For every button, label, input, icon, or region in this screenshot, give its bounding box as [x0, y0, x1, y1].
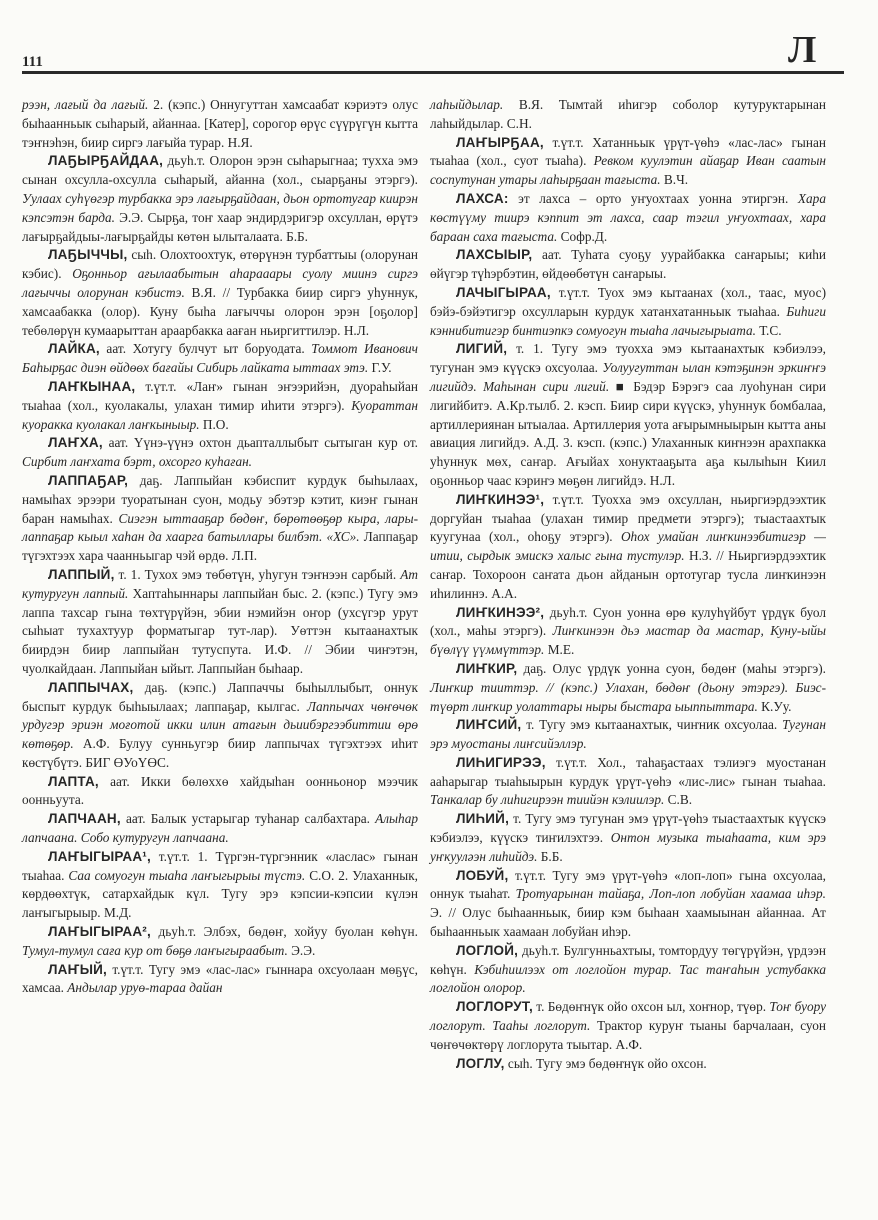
- entry-example: Тугунан эрэ муостаны лиҥсийэллэр.: [430, 717, 827, 752]
- entry-headword: ЛИГИЙ,: [456, 341, 508, 357]
- entry-example: Лиҥкир тииттэр. // (кэпс.) Улахан, бөдөҥ (дьону этэргэ). Биэс-түөрт лиҥкир уолаттары ныры быстара ыыппыттара.: [430, 679, 826, 714]
- entry-definition: аат. Туһата суоҕу уурайбакка саҥарыы; киһи өйүгэр түһэрбэтин, өйдөөбөтүн саҥарыы.: [430, 247, 826, 282]
- entry-example: Тротуарынан тайаҕа, Лоп-лоп лобуйан хаамаа иһэр.: [510, 886, 826, 902]
- entry-definition: даҕ. Олус үрдүк уонна суон, бөдөҥ (маһы этэргэ).: [517, 660, 826, 676]
- entry-example: Томмот Иванович Баһырҕас диэн өйдөөх бағайы Сибирь лайката ыттаах этэ.: [22, 341, 419, 376]
- entry-continuation: Хаптаһыннары лаппыйан быс. 2. (кэпс.) Тугу эмэ лаппа тахсар гына төхтүрүйэн, эбии нэмийэн оҥор (ухсүгэр урут сыһыат тухахтуур форматыгар тут-лар). Уөттэн кытаанахтык биирдэн биир лаппыйан тутуспута. И.Ф. // Эбии чиҥэтэн, чуолкайдаан. Лаппыйан ыйыт. Лаппыйан быһаар.: [22, 585, 418, 676]
- dictionary-entry: [22, 340, 418, 378]
- dictionary-entry: [22, 566, 418, 679]
- entry-headword: ЛАЙКА,: [48, 341, 100, 357]
- entry-example: лаһыйдылар.: [430, 97, 504, 112]
- dictionary-entry: [22, 848, 418, 923]
- dictionary-entry: [430, 660, 826, 716]
- entry-continuation: В.Я. Тымтай иһигэр соболор кутуруктарынан лаһыйдылар. С.Н.: [430, 97, 826, 131]
- entry-headword: ЛОГЛУ,: [456, 1055, 505, 1071]
- dictionary-entry: [22, 810, 418, 848]
- entry-example: Оһох умайан лиҥкинээбитигэр — итии, сырдык эмискэ халыс гына тустулэр.: [430, 529, 827, 564]
- entry-headword: ЛАПТА,: [48, 773, 99, 789]
- entry-headword: ЛИҤКИНЭЭ¹,: [456, 491, 545, 507]
- dictionary-entry: [430, 1055, 826, 1074]
- entry-headword: ЛАҔЫЧЧЫ,: [48, 247, 128, 263]
- dictionary-entry: [430, 810, 826, 866]
- entry-example: Тоҥ буору логлорут. Тааһы логлорут.: [430, 999, 827, 1034]
- entry-continuation: Н.З. // Ньиргиэрдээхтик саҥар. Тохороон саҥата дьон айданын ортотугар тусла лиҥкинээн иһилиннэ. А.А.: [430, 548, 826, 601]
- entry-headword: ЛИҤСИЙ,: [456, 717, 522, 733]
- dictionary-entry: [22, 472, 418, 566]
- entry-definition: т.үт.т. «Лаҥ» гынан эҥээрийэн, дуораһыйан тыаһаа (хол., куолакалы, улахан тимир иһити этэргэ).: [22, 378, 418, 413]
- entry-continuation: П.О.: [199, 416, 229, 432]
- entry-example: Ревком куулэтин айаҕар Иван саатын соспутунан утары лаһырҕаан тағыста.: [430, 153, 826, 188]
- dictionary-entry: [430, 716, 826, 754]
- dictionary-entry: [22, 246, 418, 340]
- entry-headword: ЛОБУЙ,: [456, 867, 509, 883]
- entry-headword: ЛАҤЫРҔАА,: [456, 134, 544, 150]
- entry-example: Хара көстүүму тиирэ кэппит эт лахса, саар тэгил уҥуохтаах, хара бараан саха тағыста.: [430, 190, 826, 244]
- entry-definition: т.үт.т. Туох эмэ кытаанах (хол., таас, муос) бэйэ-бэйэтигэр охсулларын курдук хатанхатанньык тыаһаа.: [430, 284, 826, 319]
- dictionary-entry: [430, 340, 826, 490]
- entry-continuation: М.Е.: [544, 642, 575, 658]
- dictionary-entry: [430, 998, 826, 1054]
- dictionary-entry: [22, 773, 418, 811]
- entry-example: Лаппычах чөҥөчөк урдугэр эриэн моғотой икки илин атағын дьиибэргээбиттии өрө көтөҕөр.: [22, 698, 419, 752]
- entry-definition: аат. Үүнэ-үүнэ охтон дьапталлыбыт сытыган кур от.: [102, 435, 418, 451]
- entry-definition: аат. Хотугу булчут ыт боруодата.: [99, 341, 305, 357]
- entry-example: Кэбиһиилээх от логлойон турар. Тас таҥаһын устубакка логлойон олорор.: [430, 961, 826, 996]
- dictionary-entry: [430, 96, 826, 134]
- dictionary-entry: [22, 679, 418, 773]
- entry-headword: ЛИҤКИНЭЭ²,: [456, 604, 545, 620]
- entry-definition: дьуһ.т. Олорон эрэн сыһарыгнаа; тухха эмэ сынан охсулла-охсулла сыһарый, айанна (хол., сыарҕаны этэргэ).: [22, 153, 418, 188]
- entry-continuation: Лаппаҕар түгэхтээх хара чаанньыгар чэй өрдө. Л.П.: [22, 529, 418, 564]
- entry-example: Ат кутуругун лаппый.: [22, 566, 418, 601]
- entry-headword: ЛИҤКИР,: [456, 660, 518, 676]
- entry-headword: ЛАҤКЫНАА,: [48, 378, 136, 394]
- entry-continuation: Э.Э.: [287, 942, 316, 958]
- dictionary-entry: [22, 434, 418, 472]
- entry-definition: даҕ. (кэпс.) Лаппаччы быһыллыбыт, оннук быспыт курдук быһыылаах; лаппаҕар, кылгас.: [22, 679, 418, 714]
- dictionary-entry: [430, 604, 826, 660]
- entry-headword: ЛАППЫЧАХ,: [48, 679, 134, 695]
- entry-continuation: К.Уу.: [757, 698, 792, 714]
- dictionary-entry: [430, 246, 826, 284]
- entry-continuation: С.О. 2. Улаханнык, көрдөөхтүк, сатархайдык күл. Тугу эрэ кэпсии-кэпсии күлэн лаҥыгырыыр. М.Д.: [22, 867, 418, 921]
- entry-continuation: ■ Бэдэр Бэрэгэ саа луоһунан сири лигийбитэ. А.Кр.тылб. 2. кэсп. Биир сири күүскэ, уһуннук бомбалаа, артиллериянан ытыалаа. Артиллерия уота ағырымныырын кытта аны авиация лигийдэ. А.Д. 3. кэсп. (кэпс.) Улаханнык киҥнээн арахпакка уһуннук мөх, саҥар. Ағыйах хонуктааҕыта аҕа кылыһын Киил оҕонньор чаас кэриҥэ мөҕөн лигийдэ. Н.Л.: [430, 378, 826, 488]
- dictionary-entry: [430, 754, 826, 810]
- entry-definition: т. Тугу эмэ тугунан эмэ үрүт-үөһэ тыастаахтык күүскэ кэбиэлээ, күүскэ тиҥилэхтээ.: [430, 811, 826, 846]
- entry-headword: ЛОГЛОРУТ,: [456, 999, 533, 1015]
- entry-example: рээн, лағый да лағый.: [22, 97, 149, 112]
- dictionary-entry: [22, 96, 418, 152]
- dictionary-entry: [22, 961, 418, 999]
- entry-headword: ЛАҤЫГЫРАА²,: [48, 924, 151, 940]
- entry-headword: ЛАЧЫГЫРАА,: [456, 284, 551, 300]
- entry-continuation: Э.Э. Сырҕа, тоҥ хаар эндирдэригэр охсуллан, өрүтэ лағырҕайдыы-лағырҕайды көтөн ылыталаата. Б.Б.: [22, 209, 418, 244]
- entry-headword: ЛАХСЫЫР,: [456, 247, 533, 263]
- dictionary-entry: [22, 152, 418, 246]
- entry-continuation: В.Я. // Турбакка биир сиргэ уһуннук, хамсаабакка (олор). Куну быһа лағыччы олорон эрэн [оҕолор] тебөлөрүн кумаарыттан араарбакка ааған ньиргиттилэр. Н.Л.: [22, 284, 418, 338]
- entry-continuation: В.Ч.: [660, 172, 689, 188]
- entry-headword: ЛАППЫЙ,: [48, 566, 115, 582]
- entry-headword: ЛИҺИЙ,: [456, 811, 510, 827]
- dictionary-entry: [430, 190, 826, 246]
- page-number: 111: [22, 54, 43, 70]
- entry-definition: сыһ. Олохтоохтук, өтөрүнэн турбаттыы (олорунан кэбис).: [22, 247, 418, 282]
- entry-example: Уулаах суһүөгэр турбакка эрэ лағырҕайдаан, дьон ортотугар киирэн кэпсэтэн барда.: [22, 190, 418, 225]
- entry-example: Куораттан куоракка куолакал лаҥкыныыр.: [22, 397, 419, 432]
- dictionary-entry: [430, 491, 826, 604]
- entry-headword: ЛАҔЫРҔАЙДАА,: [48, 153, 164, 169]
- entry-definition: аат. Икки бөлөххө хайдыһан оонньонор мээчик оонньуута.: [22, 773, 418, 808]
- entry-definition: т. Тугу эмэ кытаанахтык, чиҥник охсуолаа.: [521, 717, 778, 733]
- entry-example: Лиҥкинээн дьэ мастар да мастар, Куну-ыйы бүөлүү үүммүттэр.: [430, 623, 826, 658]
- entry-headword: ЛИҺИГИРЭЭ,: [456, 754, 546, 770]
- entry-example: Тумул-тумул саға кур от бөҕө лаҥыгыраабыт.: [22, 942, 288, 958]
- dictionary-entry: [430, 942, 826, 998]
- entry-definition: сыһ. Тугу эмэ бөдөҥнүк ойо охсон.: [504, 1055, 707, 1071]
- dictionary-entry: [430, 867, 826, 942]
- entry-definition: т.үт.т. 1. Түргэн-түргэнник «ласлас» гынан тыаһаа.: [22, 848, 418, 883]
- entry-continuation: А.Ф. Булуу сунньугэр биир лаппычах түгэхтээх иһит көстүбүтэ. БИГ ӨУоҮӨС.: [22, 736, 418, 770]
- entry-continuation: Трактор куруҥ тыаны барчалаан, суон чөҥөчөктөрү логлорута тыытар. А.Ф.: [430, 1018, 827, 1052]
- header-rule: [22, 71, 844, 74]
- entry-definition: дьуһ.т. Суон уонна өрө кулуһүйбут үрдүк буол (хол., маһы этэргэ).: [430, 604, 826, 639]
- entry-definition: т.үт.т. Тугу эмэ үрүт-үөһэ «лоп-лоп» гына охсуолаа, оннук тыаһат.: [430, 867, 826, 902]
- entry-headword: ЛАПЧААН,: [48, 811, 121, 827]
- entry-definition: т. 1. Тухох эмэ төбөтүн, уһугун тэҥнээн сарбый.: [114, 566, 397, 582]
- left-column: [22, 96, 418, 998]
- entry-example: Онтон музыка тыаһаата, ким эрэ уҥкууләэн лиһийдэ.: [430, 830, 826, 864]
- entry-definition: эт лахса – орто уҥуохтаах уонна этиргэн.: [508, 190, 789, 206]
- entry-continuation: 2. (кэпс.) Оннугуттан хамсаабат кэриэтэ олус быһаанньык сыһарый, айаннаа. [Катер], сорогор өрүс сүүрүгүн кытта тэҥнэһэн, биир сиргэ лағыйа турар. Н.Я.: [22, 97, 418, 150]
- section-letter: Л: [788, 29, 818, 71]
- entry-headword: ЛАҤХА,: [48, 435, 103, 451]
- entry-definition: т. 1. Тугу эмэ туохха эмэ кытаанахтык кэбиэлээ, тугунан эмэ күүскэ охсуолаа.: [430, 341, 826, 376]
- entry-example: Андылар уруө-тараа дайан: [63, 980, 223, 996]
- entry-headword: ЛАХСА:: [456, 190, 509, 206]
- dictionary-entry: [22, 923, 418, 961]
- entry-example: Саа сомуогун тыаһа лаҥыгырыы түстэ.: [64, 867, 306, 883]
- entry-example: Уолуугуттан ылан кэтэҕинэн эркиҥҥэ лигийдэ. Маһынан сири лигий.: [430, 360, 826, 394]
- entry-definition: т.үт.т. Хатанньык үрүт-үөһэ «лас-лас» гынан тыаһаа (хол., суот тыаһа).: [430, 134, 826, 169]
- entry-headword: ЛАППАҔАР,: [48, 472, 129, 488]
- entry-headword: ЛАҤЫЙ,: [48, 961, 107, 977]
- entry-definition: даҕ. Лаппыйан кэбиспит курдук быһылаах, намыһах эрээри туоратынан суон, модьу эбэтэр кэтит, киэҥ гынан баран намыһах.: [22, 472, 418, 526]
- entry-example: Сиэгэн ыттааҕар бөдөҥ, бөрөтөөҕөр кыра, лары-лаппаҕар кыыл хаһан да хаарга батыллары билбэт. «ХС».: [22, 510, 418, 545]
- entry-example: Сирбит лаҥхата бэрт, охсорго куһаған.: [22, 454, 253, 470]
- dictionary-entry: [430, 134, 826, 190]
- entry-definition: т. Бөдөҥнүк ойо охсон ыл, хоҥнор, түөр.: [532, 999, 767, 1015]
- right-column: [430, 96, 826, 1073]
- entry-continuation: Б.Б.: [537, 848, 563, 864]
- entry-example: Оҕонньор ағылаабытын аһарааары суолу миинэ сиргэ лағыччы олорунан кэбистэ.: [22, 266, 418, 300]
- entry-continuation: Э. // Олус быһаанньык, биир кэм быһаан хаамыынан айаннаа. Ат быһаанньык хаамаан лобуйан иһэр.: [430, 905, 826, 940]
- entry-example: Танкалар бу лиһигирээн тиийэн кэлиилэр.: [430, 792, 665, 808]
- entry-continuation: С.В.: [664, 792, 693, 808]
- entry-definition: т.үт.т. Хол., таһаҕастаах тэлиэгэ муостанан ааһарыгар тыаһыырын курдук үрүт-үөһэ «лис-лис» гынан тыаһаа.: [430, 754, 826, 789]
- entry-continuation: Софр.Д.: [557, 228, 608, 244]
- entry-definition: дьуһ.т. Булгунньахтыы, томтордуу төгүрүйэн, үрдээн көһүн.: [430, 942, 826, 977]
- entry-definition: т.үт.т. Туохха эмэ охсуллан, ньиргиэрдээхтик доргуйан тыаһаа (улахан тимир предмети этэргэ); тыастаахтык куугунаа (хол., оһоҕу этэргэ).: [430, 491, 826, 545]
- entry-definition: дьуһ.т. Элбэх, бөдөҥ, хойуу буолан көһүн.: [150, 924, 418, 940]
- entry-continuation: Г.У.: [368, 360, 392, 376]
- dictionary-entry: [430, 284, 826, 340]
- entry-example: Биһиги кэннибитигэр бинтиэпкэ сомуогун тыаһа лачыгырыата.: [430, 303, 826, 338]
- dictionary-entry: [22, 378, 418, 434]
- entry-definition: аат. Балык устарыгар туһанар салбахтара.: [120, 811, 370, 827]
- entry-definition: т.үт.т. Тугу эмэ «лас-лас» гыннара охсуолаан мөҕүс, хамсаа.: [22, 961, 418, 996]
- entry-headword: ЛАҤЫГЫРАА¹,: [48, 848, 151, 864]
- entry-continuation: Т.С.: [755, 322, 782, 338]
- entry-headword: ЛОГЛОЙ,: [456, 942, 519, 958]
- entry-example: Алыһар лапчаана. Собо кутуругун лапчаана.: [22, 811, 418, 846]
